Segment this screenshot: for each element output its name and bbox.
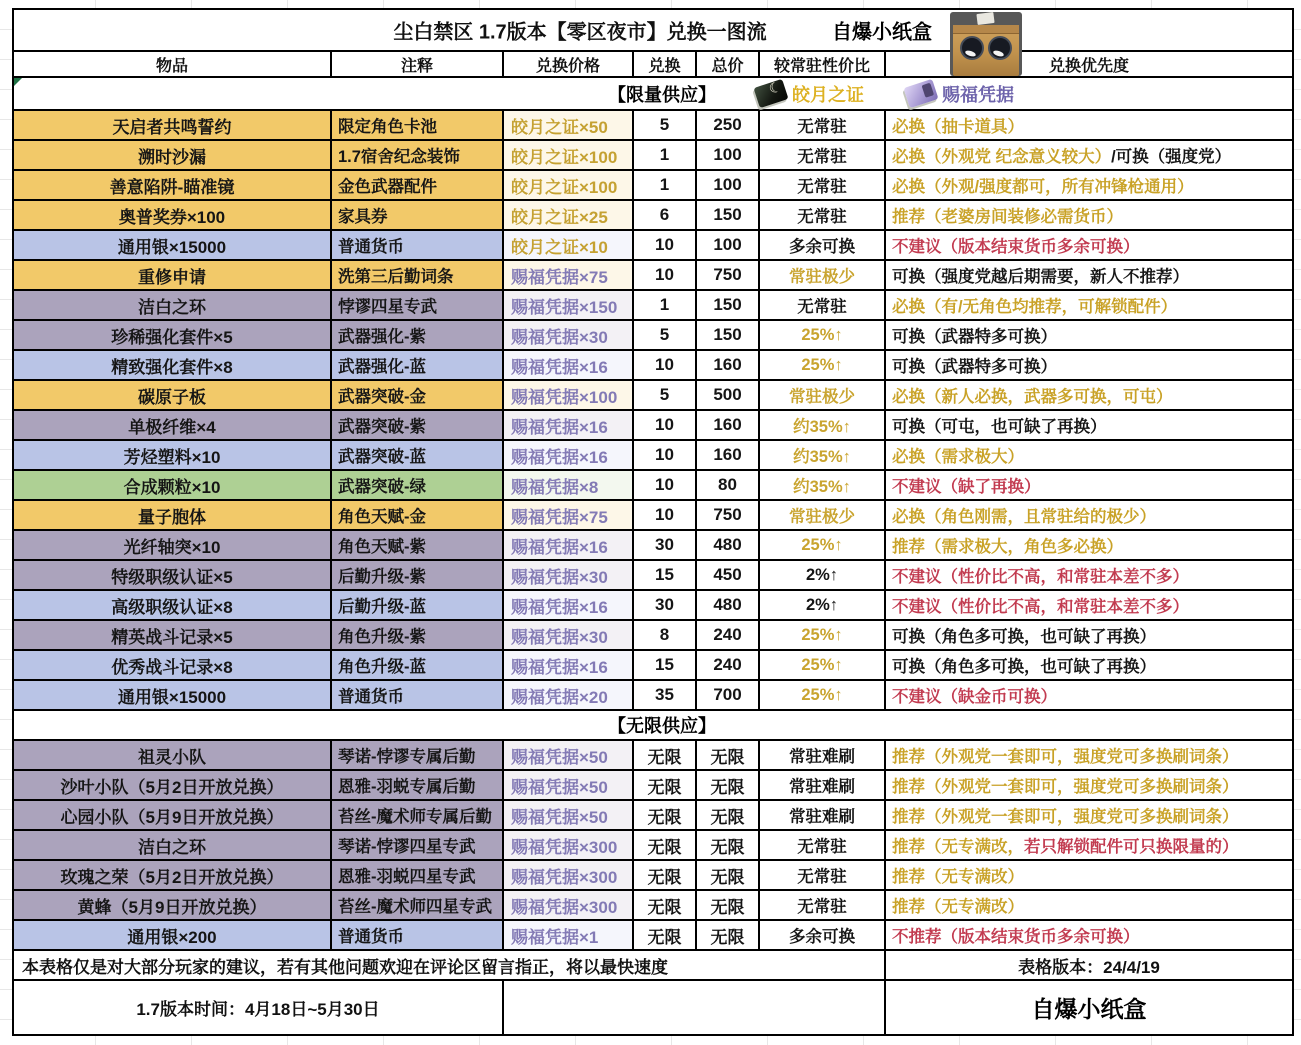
cell-ratio: 25%↑ <box>760 621 886 649</box>
cell-count: 无限 <box>634 861 697 889</box>
column-header-6: 兑换优先度 <box>1048 57 1129 75</box>
cell-total: 无限 <box>697 891 760 919</box>
legend-blessing-voucher <box>906 81 1014 107</box>
cell-item: 洁白之环 <box>14 831 332 859</box>
cell-item: 沙叶小队（5月2日开放兑换） <box>14 771 332 799</box>
cell-price: 赐福凭据×16 <box>504 441 634 469</box>
cell-item: 特级职级认证×5 <box>14 561 332 589</box>
cell-item: 黄蜂（5月9日开放兑换） <box>14 891 332 919</box>
cell-total: 无限 <box>697 831 760 859</box>
cell-note: 角色天赋-金 <box>332 501 504 529</box>
cell-price: 赐福凭据×8 <box>504 471 634 499</box>
cell-total: 150 <box>697 291 760 319</box>
cell-item: 单极纤维×4 <box>14 411 332 439</box>
cell-note: 家具券 <box>332 201 504 229</box>
footer-note: 本表格仅是对大部分玩家的建议，若有其他问题欢迎在评论区留言指正，将以最快速度 <box>14 951 886 979</box>
cell-ratio: 约35%↑ <box>760 471 886 499</box>
legend-bless-label: 赐福凭据 <box>942 84 1014 105</box>
cell-item: 玫瑰之荣（5月2日开放兑换） <box>14 861 332 889</box>
cell-ratio: 无常驻 <box>760 861 886 889</box>
cell-note: 金色武器配件 <box>332 171 504 199</box>
cell-item: 合成颗粒×10 <box>14 471 332 499</box>
cell-item: 通用银×200 <box>14 921 332 949</box>
cell-count: 10 <box>634 351 697 379</box>
cell-ratio: 2%↑ <box>760 591 886 619</box>
cell-priority: 可换（角色多可换，也可缺了再换） <box>886 621 1292 649</box>
cell-note: 后勤升级-紫 <box>332 561 504 589</box>
footer-empty-cell <box>504 981 886 1034</box>
cell-total: 80 <box>697 471 760 499</box>
table-row <box>14 111 1292 141</box>
cell-item: 精致强化套件×8 <box>14 351 332 379</box>
cell-priority: 推荐（无专满改） <box>886 861 1292 889</box>
cell-priority: 推荐（无专满改） <box>886 891 1292 919</box>
cell-count: 15 <box>634 561 697 589</box>
cell-ratio: 无常驻 <box>760 831 886 859</box>
cell-priority: 可换（角色多可换，也可缺了再换） <box>886 651 1292 679</box>
cell-price: 赐福凭据×100 <box>504 381 634 409</box>
cell-note: 武器突破-金 <box>332 381 504 409</box>
cell-ratio: 无常驻 <box>760 141 886 169</box>
footer-note-row <box>14 951 1292 981</box>
cell-item: 光纤轴突×10 <box>14 531 332 559</box>
cell-item: 心园小队（5月9日开放兑换） <box>14 801 332 829</box>
cell-price: 赐福凭据×150 <box>504 291 634 319</box>
version-period: 1.7版本时间：4月18日~5月30日 <box>14 981 504 1034</box>
cell-price: 赐福凭据×50 <box>504 741 634 769</box>
cell-price: 赐福凭据×16 <box>504 591 634 619</box>
cell-note: 1.7宿舍纪念装饰 <box>332 141 504 169</box>
cell-ratio: 多余可换 <box>760 921 886 949</box>
unlimited-supply-rows <box>14 741 1292 951</box>
cell-count: 10 <box>634 411 697 439</box>
cell-count: 无限 <box>634 801 697 829</box>
cell-total: 无限 <box>697 741 760 769</box>
cell-total: 480 <box>697 531 760 559</box>
cell-priority: 推荐（无专满改， 若只解锁配件可只换限量的） <box>886 831 1292 859</box>
cell-total: 无限 <box>697 801 760 829</box>
cell-count: 1 <box>634 291 697 319</box>
cell-total: 240 <box>697 621 760 649</box>
box-flap <box>953 25 1019 34</box>
cell-count: 35 <box>634 681 697 709</box>
cell-total: 700 <box>697 681 760 709</box>
cell-total: 100 <box>697 171 760 199</box>
column-header-0: 物品 <box>14 52 332 76</box>
author-name: 自爆小纸盒 <box>832 21 932 44</box>
cell-note: 角色升级-蓝 <box>332 651 504 679</box>
table-row <box>14 801 1292 831</box>
cell-total: 150 <box>697 201 760 229</box>
cell-count: 10 <box>634 471 697 499</box>
cell-ratio: 无常驻 <box>760 201 886 229</box>
cell-priority: 推荐（老婆房间装修必需货币） <box>886 201 1292 229</box>
page-title: 尘白禁区 1.7版本【零区夜市】兑换一图流 <box>393 21 767 44</box>
table-row <box>14 741 1292 771</box>
cell-item: 珍稀强化套件×5 <box>14 321 332 349</box>
mascot-box-image <box>950 12 1022 76</box>
cell-count: 5 <box>634 381 697 409</box>
cell-item: 通用银×15000 <box>14 231 332 259</box>
title-row <box>14 10 1292 52</box>
cell-ratio: 常驻极少 <box>760 261 886 289</box>
cell-ratio: 约35%↑ <box>760 411 886 439</box>
cell-count: 无限 <box>634 831 697 859</box>
cell-price: 赐福凭据×20 <box>504 681 634 709</box>
tape-decoration <box>976 12 994 25</box>
section-unlimited-supply <box>14 711 1292 741</box>
cell-price: 赐福凭据×50 <box>504 801 634 829</box>
cell-count: 30 <box>634 591 697 619</box>
cell-priority: 不推荐（版本结束货币多余可换） <box>886 921 1292 949</box>
cell-priority: 推荐（外观党一套即可，强度党可多换刷词条） <box>886 771 1292 799</box>
cell-note: 洗第三后勤词条 <box>332 261 504 289</box>
table-row <box>14 411 1292 441</box>
table-row <box>14 681 1292 711</box>
table-row <box>14 291 1292 321</box>
cell-item: 碳原子板 <box>14 381 332 409</box>
cell-price: 皎月之证×100 <box>504 171 634 199</box>
cell-ratio: 无常驻 <box>760 171 886 199</box>
cell-total: 100 <box>697 231 760 259</box>
cell-price: 赐福凭据×16 <box>504 411 634 439</box>
cell-ratio: 25%↑ <box>760 531 886 559</box>
cell-count: 30 <box>634 531 697 559</box>
cell-total: 750 <box>697 261 760 289</box>
exchange-guide-table <box>12 8 1294 1036</box>
table-row <box>14 171 1292 201</box>
table-row <box>14 921 1292 951</box>
cell-price: 赐福凭据×30 <box>504 621 634 649</box>
cell-price: 赐福凭据×50 <box>504 771 634 799</box>
cell-total: 160 <box>697 441 760 469</box>
cell-note: 普通货币 <box>332 681 504 709</box>
cell-note: 苔丝-魔术师专属后勤 <box>332 801 504 829</box>
table-version: 表格版本：24/4/19 <box>1018 957 1160 977</box>
cell-priority: 必换（外观/强度都可，所有冲锋枪通用） <box>886 171 1292 199</box>
cell-ratio: 常驻难刷 <box>760 801 886 829</box>
cell-ratio: 2%↑ <box>760 561 886 589</box>
table-row <box>14 591 1292 621</box>
cell-total: 480 <box>697 591 760 619</box>
cell-priority: 不建议（性价比不高，和常驻本差不多） <box>886 561 1292 589</box>
cell-item: 善意陷阱-瞄准镜 <box>14 171 332 199</box>
cell-ratio: 25%↑ <box>760 321 886 349</box>
cell-priority: 可换（可屯，也可缺了再换） <box>886 411 1292 439</box>
cell-note: 角色天赋-紫 <box>332 531 504 559</box>
cell-note: 武器强化-蓝 <box>332 351 504 379</box>
cell-item: 精英战斗记录×5 <box>14 621 332 649</box>
limited-supply-rows <box>14 111 1292 711</box>
column-header-3: 兑换 <box>634 52 697 76</box>
cell-priority: 推荐（外观党一套即可，强度党可多换刷词条） <box>886 741 1292 769</box>
section-label-unlimited: 【无限供应】 <box>608 716 716 736</box>
cell-ratio: 25%↑ <box>760 651 886 679</box>
box-eye-right <box>988 36 1012 60</box>
cell-priority: 必换（新人必换，武器多可换，可屯） <box>886 381 1292 409</box>
cell-priority: 可换（武器特多可换） <box>886 351 1292 379</box>
column-header-4: 总价 <box>697 52 760 76</box>
cell-ratio: 常驻极少 <box>760 501 886 529</box>
table-row <box>14 831 1292 861</box>
cell-note: 悖谬四星专武 <box>332 291 504 319</box>
cell-count: 10 <box>634 231 697 259</box>
cell-price: 皎月之证×100 <box>504 141 634 169</box>
cell-count: 8 <box>634 621 697 649</box>
cell-priority: 推荐（需求极大，角色多必换） <box>886 531 1292 559</box>
cell-priority: 可换（武器特多可换） <box>886 321 1292 349</box>
cell-ratio: 25%↑ <box>760 351 886 379</box>
section-limited-supply <box>14 78 1292 111</box>
cell-price: 皎月之证×10 <box>504 231 634 259</box>
cell-ratio: 常驻难刷 <box>760 771 886 799</box>
footer-author: 自爆小纸盒 <box>1031 996 1147 1022</box>
cell-priority: 必换（角色刚需，且常驻给的极少） <box>886 501 1292 529</box>
cell-price: 皎月之证×25 <box>504 201 634 229</box>
cell-count: 无限 <box>634 921 697 949</box>
cell-price: 赐福凭据×16 <box>504 531 634 559</box>
cell-note: 恩雅-羽蜕专属后勤 <box>332 771 504 799</box>
cell-ratio: 常驻极少 <box>760 381 886 409</box>
blessing-voucher-icon <box>903 79 938 108</box>
cell-note: 普通货币 <box>332 231 504 259</box>
cell-total: 250 <box>697 111 760 139</box>
cell-ratio: 25%↑ <box>760 681 886 709</box>
cell-note: 武器强化-紫 <box>332 321 504 349</box>
column-header-5: 较常驻性价比 <box>760 52 886 76</box>
cell-count: 10 <box>634 441 697 469</box>
cell-item: 通用银×15000 <box>14 681 332 709</box>
section-label-limited: 【限量供应】 <box>608 84 716 105</box>
cell-total: 750 <box>697 501 760 529</box>
cell-priority: 不建议（缺金币可换） <box>886 681 1292 709</box>
cell-item: 祖灵小队 <box>14 741 332 769</box>
cell-price: 赐福凭据×16 <box>504 351 634 379</box>
table-row <box>14 261 1292 291</box>
cell-priority: 可换（强度党越后期需要，新人不推荐） <box>886 261 1292 289</box>
table-row <box>14 891 1292 921</box>
cell-total: 240 <box>697 651 760 679</box>
table-row <box>14 861 1292 891</box>
cell-priority: 不建议（版本结束货币多余可换） <box>886 231 1292 259</box>
cell-note: 苔丝-魔术师四星专武 <box>332 891 504 919</box>
table-row <box>14 381 1292 411</box>
cell-note: 后勤升级-蓝 <box>332 591 504 619</box>
cell-count: 10 <box>634 261 697 289</box>
cell-ratio: 无常驻 <box>760 891 886 919</box>
cell-note: 琴诺-悖谬专属后勤 <box>332 741 504 769</box>
cell-total: 无限 <box>697 921 760 949</box>
cell-total: 100 <box>697 141 760 169</box>
cell-priority: 必换（抽卡道具） <box>886 111 1292 139</box>
cell-price: 赐福凭据×75 <box>504 501 634 529</box>
cell-item: 芳烃塑料×10 <box>14 441 332 469</box>
column-header-row <box>14 52 1292 78</box>
cell-count: 6 <box>634 201 697 229</box>
cell-note: 琴诺-悖谬四星专武 <box>332 831 504 859</box>
cell-price: 赐福凭据×300 <box>504 861 634 889</box>
cell-item: 溯时沙漏 <box>14 141 332 169</box>
cell-price: 赐福凭据×16 <box>504 651 634 679</box>
table-row <box>14 651 1292 681</box>
cell-price: 赐福凭据×30 <box>504 321 634 349</box>
table-row <box>14 531 1292 561</box>
cell-total: 160 <box>697 411 760 439</box>
cell-priority: 必换（有/无角色均推荐，可解锁配件） <box>886 291 1292 319</box>
cell-ratio: 无常驻 <box>760 291 886 319</box>
cell-item: 量子胞体 <box>14 501 332 529</box>
cell-count: 无限 <box>634 741 697 769</box>
cell-item: 重修申请 <box>14 261 332 289</box>
cell-price: 赐福凭据×75 <box>504 261 634 289</box>
cell-priority: 必换（需求极大） <box>886 441 1292 469</box>
cell-note: 武器突破-蓝 <box>332 441 504 469</box>
cell-count: 无限 <box>634 771 697 799</box>
cell-price: 赐福凭据×30 <box>504 561 634 589</box>
cell-total: 无限 <box>697 861 760 889</box>
table-row <box>14 231 1292 261</box>
cell-item: 天启者共鸣誓约 <box>14 111 332 139</box>
cell-total: 450 <box>697 561 760 589</box>
comment-marker <box>14 78 22 86</box>
table-row <box>14 471 1292 501</box>
cell-total: 无限 <box>697 771 760 799</box>
moon-cert-icon <box>753 79 788 108</box>
cell-item: 优秀战斗记录×8 <box>14 651 332 679</box>
column-header-1: 注释 <box>332 52 504 76</box>
legend-moon-cert <box>756 81 864 107</box>
cell-priority: 不建议（缺了再换） <box>886 471 1292 499</box>
legend-moon-label: 皎月之证 <box>792 84 864 105</box>
cell-count: 5 <box>634 111 697 139</box>
cell-count: 10 <box>634 501 697 529</box>
cell-note: 恩雅-羽蜕四星专武 <box>332 861 504 889</box>
column-header-2: 兑换价格 <box>504 52 634 76</box>
cell-note: 武器突破-紫 <box>332 411 504 439</box>
cell-total: 500 <box>697 381 760 409</box>
box-eye-left <box>960 36 984 60</box>
cell-count: 1 <box>634 141 697 169</box>
table-row <box>14 771 1292 801</box>
cell-priority: 不建议（性价比不高，和常驻本差不多） <box>886 591 1292 619</box>
table-row <box>14 201 1292 231</box>
table-row <box>14 561 1292 591</box>
cell-priority: 推荐（外观党一套即可，强度党可多换刷词条） <box>886 801 1292 829</box>
cell-count: 15 <box>634 651 697 679</box>
table-row <box>14 141 1292 171</box>
cell-item: 洁白之环 <box>14 291 332 319</box>
cell-ratio: 无常驻 <box>760 111 886 139</box>
cell-ratio: 常驻难刷 <box>760 741 886 769</box>
cell-count: 5 <box>634 321 697 349</box>
cell-ratio: 多余可换 <box>760 231 886 259</box>
cell-ratio: 约35%↑ <box>760 441 886 469</box>
cell-price: 皎月之证×50 <box>504 111 634 139</box>
cell-note: 限定角色卡池 <box>332 111 504 139</box>
table-row <box>14 441 1292 471</box>
cell-note: 角色升级-紫 <box>332 621 504 649</box>
cell-item: 奥普奖券×100 <box>14 201 332 229</box>
table-row <box>14 501 1292 531</box>
cell-note: 武器突破-绿 <box>332 471 504 499</box>
cell-item: 高级职级认证×8 <box>14 591 332 619</box>
cell-total: 160 <box>697 351 760 379</box>
cell-priority: 必换（外观党 纪念意义较大） /可换（强度党） <box>886 141 1292 169</box>
cell-total: 150 <box>697 321 760 349</box>
footer-bottom-row <box>14 981 1292 1034</box>
cell-price: 赐福凭据×300 <box>504 831 634 859</box>
cell-price: 赐福凭据×300 <box>504 891 634 919</box>
table-row <box>14 621 1292 651</box>
table-row <box>14 321 1292 351</box>
cell-count: 无限 <box>634 891 697 919</box>
cell-note: 普通货币 <box>332 921 504 949</box>
cell-price: 赐福凭据×1 <box>504 921 634 949</box>
table-row <box>14 351 1292 381</box>
cell-count: 1 <box>634 171 697 199</box>
